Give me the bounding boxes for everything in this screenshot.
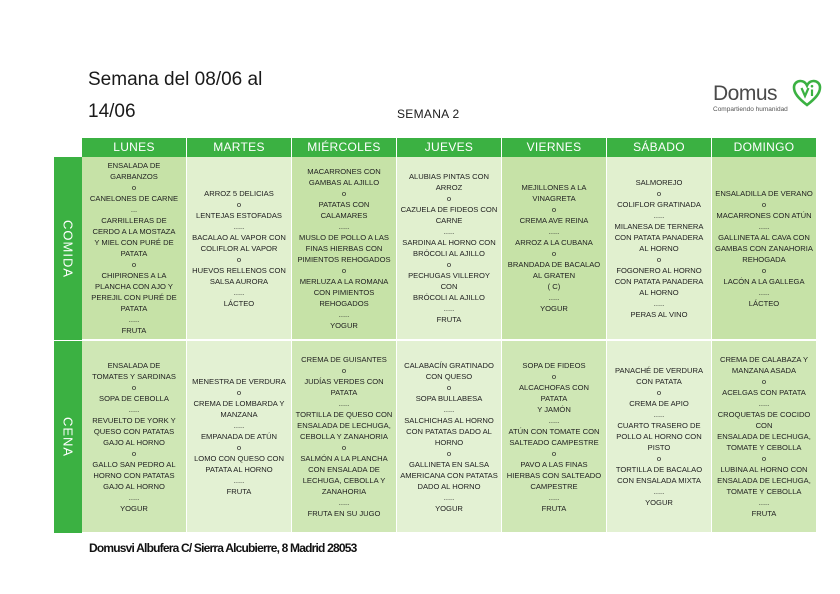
menu-line: FRUTA xyxy=(436,315,462,324)
menu-line: PISTO xyxy=(647,443,671,452)
menu-line: o xyxy=(341,443,347,452)
menu-line: AL GRATEN xyxy=(532,271,576,280)
menu-line: GARBANZOS xyxy=(110,172,158,181)
menu-cell-cena-sabado xyxy=(607,341,712,533)
heart-vi-icon xyxy=(792,78,822,108)
menu-line: o xyxy=(761,265,767,275)
menu-line: CARNE xyxy=(435,216,463,225)
menu-line: ENSALADA DE LECHUGA, xyxy=(717,476,811,485)
menu-line: QUESO CON PATATAS xyxy=(93,426,175,436)
day-header-domingo: DOMINGO xyxy=(712,138,816,157)
menu-line: o xyxy=(236,388,242,397)
menu-line: CREMA DE APIO xyxy=(629,399,689,408)
menu-line: MUSLO DE POLLO A LAS xyxy=(299,232,389,242)
menu-line: ..... xyxy=(653,410,665,419)
menu-line: GAMBAS CON ZANAHORIA xyxy=(715,243,813,253)
menu-line: ..... xyxy=(758,221,770,231)
menu-line: SALMOREJO xyxy=(635,177,683,187)
menu-line: MILANESA DE TERNERA xyxy=(614,221,704,231)
menu-line: YOGUR xyxy=(645,498,673,507)
menu-line: AL HORNO xyxy=(639,243,679,253)
menu-line: o xyxy=(446,382,452,392)
menu-line: JUDÍAS VERDES CON PATATA xyxy=(304,377,384,397)
menu-cell-comida-viernes xyxy=(502,157,607,340)
menu-line: o xyxy=(131,448,137,458)
menu-line: ..... xyxy=(548,293,560,302)
menu-cell-cena-miercoles xyxy=(292,341,397,533)
menu-cell-comida-miercoles xyxy=(292,157,397,340)
menu-line: LENTEJAS ESTOFADAS xyxy=(196,210,282,220)
menu-line: PIMIENTOS REHOGADOS xyxy=(297,254,391,264)
menu-line: o xyxy=(236,199,242,209)
menu-line: ..... xyxy=(443,304,455,313)
menu-line: TOMATE Y CEBOLLA xyxy=(726,487,802,496)
menu-line: ARROZ xyxy=(435,183,463,192)
menu-line: HUEVOS RELLENOS CON xyxy=(192,265,286,275)
week-label: SEMANA 2 xyxy=(397,107,460,121)
menu-line: PATATAS CON CALAMARES xyxy=(318,199,370,220)
menu-line: FINAS HIERBAS CON xyxy=(305,243,383,253)
menu-line: ENSALADA DE LECHUGA, xyxy=(297,421,391,430)
menu-line: o xyxy=(446,194,452,203)
menu-line: Y JAMÓN xyxy=(537,404,571,414)
menu-line: CREMA AVE REINA xyxy=(519,216,589,225)
menu-line: FRUTA xyxy=(121,326,147,335)
menu-line: ..... xyxy=(653,487,665,496)
meal-label-comida-text: COMIDA xyxy=(60,219,76,278)
menu-line: TORTILLA DE QUESO CON xyxy=(295,410,393,419)
menu-line: CERDO A LA MOSTAZA xyxy=(92,227,176,236)
menu-line: o xyxy=(656,188,662,198)
menu-line: FOGONERO AL HORNO xyxy=(616,265,702,275)
menu-line: MERLUZA A LA ROMANA xyxy=(299,276,389,286)
menu-line: EMPANADA DE ATÚN xyxy=(200,432,278,441)
menu-line: o xyxy=(656,388,662,397)
menu-line: AMERICANA CON PATATAS xyxy=(400,470,498,480)
menu-line: TORTILLA DE BACALAO xyxy=(615,465,703,474)
menu-line: CHIPIRONES A LA xyxy=(101,271,167,280)
menu-line: Y MIEL CON PURÉ DE xyxy=(94,238,174,247)
menu-line: ..... xyxy=(548,227,560,236)
menu-line: ARROZ 5 DELICIAS xyxy=(204,188,274,198)
menu-cell-cena-jueves xyxy=(397,341,502,533)
menu-line: FRUTA EN SU JUGO xyxy=(307,509,381,518)
menu-line: o xyxy=(656,454,662,463)
menu-line: CROQUETAS DE COCIDO CON xyxy=(717,410,811,430)
menu-line: CON PATATA PANADERA xyxy=(614,232,704,242)
menu-line: CON PIMIENTOS xyxy=(313,287,375,297)
menu-line: YOGUR xyxy=(330,320,358,330)
menu-line: LÁCTEO xyxy=(748,298,780,308)
menu-line: ..... xyxy=(443,227,455,236)
menu-line: ENSALADA DE LECHUGA, xyxy=(717,432,811,441)
address-footer: Domusvi Albufera C/ Sierra Alcubierre, 8 Madrid 28053 xyxy=(89,541,357,555)
menu-cell-cena-domingo xyxy=(712,341,816,533)
menu-line: ..... xyxy=(338,399,350,408)
menu-line: BACALAO AL VAPOR CON xyxy=(192,232,286,242)
menu-line: SARDINA AL HORNO CON xyxy=(402,238,496,247)
menu-cell-comida-martes xyxy=(187,157,292,340)
comida-row xyxy=(82,157,816,340)
menu-line: o xyxy=(761,199,767,209)
menu-line: ..... xyxy=(338,221,350,231)
menu-line: LUBINA AL HORNO CON xyxy=(720,465,808,474)
menu-line: DADO AL HORNO xyxy=(417,481,481,491)
cena-row xyxy=(82,341,816,533)
menu-line: ..... xyxy=(233,287,245,297)
menu-line: MACARRONES CON xyxy=(307,166,381,176)
menu-line: ..... xyxy=(233,421,245,430)
menu-line: o xyxy=(551,448,557,458)
menu-line: PATATA xyxy=(120,304,148,313)
menu-line: CREMA DE LOMBARDA Y xyxy=(193,399,285,408)
menu-line: o xyxy=(551,205,557,214)
menu-line: ..... xyxy=(758,287,770,297)
menu-line: SALCHICHAS AL HORNO xyxy=(404,415,494,425)
menu-line: ..... xyxy=(653,298,665,308)
menu-line: o xyxy=(551,371,557,381)
logo-tagline: Compartiendo humanidad xyxy=(713,106,788,113)
menu-line: CON QUESO xyxy=(425,371,473,381)
menu-line: ..... xyxy=(653,210,665,220)
menu-line: o xyxy=(761,377,767,386)
menu-line: o xyxy=(341,366,347,375)
menu-line: TOMATES Y SARDINAS xyxy=(92,371,176,381)
menu-line: HIERBAS CON SALTEADO xyxy=(506,470,602,480)
menu-line: ZANAHORIA xyxy=(321,487,367,496)
menu-line: SOPA DE CEBOLLA xyxy=(99,393,169,403)
menu-line: o xyxy=(131,260,137,269)
menu-line: MEJILLONES A LA xyxy=(521,183,587,192)
menu-line: ALUBIAS PINTAS CON xyxy=(408,172,490,181)
menu-cell-comida-sabado xyxy=(607,157,712,340)
menu-line: ENSALADA DE xyxy=(107,360,161,370)
menu-line: CUARTO TRASERO DE xyxy=(617,421,701,430)
menu-line: ( C) xyxy=(547,282,561,291)
menu-table xyxy=(54,138,816,533)
menu-line: VINAGRETA xyxy=(532,194,576,203)
menu-line: SALTEADO CAMPESTRE xyxy=(509,437,599,447)
menu-line: CAMPESTRE xyxy=(530,481,578,491)
menu-line: CALABACÍN GRATINADO xyxy=(404,360,494,370)
menu-line: PERAS AL VINO xyxy=(630,309,688,319)
menu-line: ALCACHOFAS CON PATATA xyxy=(518,382,590,403)
menu-line: ACELGAS CON PATATA xyxy=(722,388,806,397)
menu-line: CAZUELA DE FIDEOS CON xyxy=(400,205,498,214)
menu-line: ..... xyxy=(443,492,455,502)
menu-line: ..... xyxy=(758,498,770,507)
menu-cell-cena-lunes xyxy=(82,341,187,533)
meal-label-cena-text: CENA xyxy=(60,416,76,458)
day-header-martes: MARTES xyxy=(187,138,292,157)
menu-line: BRÓCOLI AL AJILLO xyxy=(413,293,485,302)
menu-line: o xyxy=(131,183,137,192)
menu-line: SALSA AURORA xyxy=(209,276,269,286)
menu-line: ..... xyxy=(548,415,560,425)
logo-word: Domus xyxy=(713,82,778,105)
menu-line: o xyxy=(131,382,137,392)
menu-line: o xyxy=(341,188,347,198)
menu-line: ATÚN CON TOMATE CON xyxy=(508,426,600,436)
menu-cell-comida-lunes xyxy=(82,157,187,340)
menu-line: GAJO AL HORNO xyxy=(103,437,165,447)
menu-line: ..... xyxy=(233,476,245,485)
menu-line: REHOGADA xyxy=(742,254,786,264)
menu-line: REVUELTO DE YORK Y xyxy=(92,415,176,425)
menu-line: ..... xyxy=(758,399,770,408)
menu-cell-cena-viernes xyxy=(502,341,607,533)
menu-line: o xyxy=(551,249,557,258)
menu-line: CON ENSALADA MIXTA xyxy=(617,476,701,485)
menu-line: ..... xyxy=(128,404,140,414)
menu-line: o xyxy=(656,254,662,264)
menu-line: o xyxy=(446,448,452,458)
menu-line: CANELONES DE CARNE xyxy=(89,194,179,203)
menu-line: MANZANA xyxy=(220,410,258,419)
menu-cell-comida-domingo xyxy=(712,157,816,340)
menu-line: ..... xyxy=(338,498,350,507)
menu-line: REHOGADOS xyxy=(319,298,369,308)
menu-line: LOMO CON QUESO CON xyxy=(194,454,284,463)
menu-line: LECHUGA, CEBOLLA Y xyxy=(302,476,386,485)
menu-line: ..... xyxy=(233,221,245,231)
menu-line: PECHUGAS VILLEROY CON xyxy=(408,271,490,291)
menu-line: ..... xyxy=(338,309,350,319)
menu-line: POLLO AL HORNO CON xyxy=(616,432,702,441)
menu-line: MACARRONES CON ATÚN xyxy=(716,210,812,220)
menu-line: o xyxy=(236,254,242,264)
menu-line: o xyxy=(236,443,242,452)
menu-line: BRANDADA DE BACALAO xyxy=(507,260,601,269)
menu-line: GALLO SAN PEDRO AL xyxy=(92,459,176,469)
menu-line: PEREJIL CON PURÉ DE xyxy=(91,293,177,302)
menu-line: ARROZ A LA CUBANA xyxy=(515,238,593,247)
menu-line: FRUTA xyxy=(226,487,252,496)
menu-line: SALMÓN A LA PLANCHA xyxy=(300,454,388,463)
domusvi-logo xyxy=(710,78,830,118)
menu-line: GAJO AL HORNO xyxy=(103,481,165,491)
menu-line: CON ENSALADA DE xyxy=(308,465,380,474)
menu-line: ..... xyxy=(443,404,455,414)
day-header-sabado: SÁBADO xyxy=(607,138,712,157)
menu-line: ..... xyxy=(128,492,140,502)
menu-line: YOGUR xyxy=(120,503,148,513)
day-header-lunes: LUNES xyxy=(82,138,187,157)
menu-line: PLANCHA CON AJO Y xyxy=(95,282,173,291)
menu-line: FRUTA xyxy=(541,503,567,513)
menu-line: o xyxy=(446,260,452,269)
menu-line: MENESTRA DE VERDURA xyxy=(192,377,286,386)
menu-line: PATATA AL HORNO xyxy=(205,465,273,474)
menu-line: CEBOLLA Y ZANAHORIA xyxy=(300,432,388,441)
menu-line: CREMA DE GUISANTES xyxy=(301,355,387,364)
menu-line: SOPA BULLABESA xyxy=(415,393,483,403)
menu-line: GALLINETA EN SALSA xyxy=(408,459,490,469)
menu-line: ENSALADA DE xyxy=(107,161,161,170)
menu-line: CON PATATA xyxy=(636,377,682,386)
meal-label-comida xyxy=(54,157,82,340)
menu-line: SOPA DE FIDEOS xyxy=(522,360,586,370)
menu-line: CARRILLERAS DE xyxy=(101,216,167,225)
menu-line: YOGUR xyxy=(435,503,463,513)
menu-line: MANZANA ASADA xyxy=(731,366,797,375)
menu-line: FRUTA xyxy=(751,509,777,518)
menu-line: GAMBAS AL AJILLO xyxy=(308,177,380,187)
page-title: Semana del 08/06 al 14/06 xyxy=(88,69,263,122)
menu-line: ..... xyxy=(548,492,560,502)
meal-label-cena xyxy=(54,341,82,533)
day-header-row xyxy=(82,138,816,157)
menu-line: GALLINETA AL CAVA CON xyxy=(718,232,810,242)
day-header-jueves: JUEVES xyxy=(397,138,502,157)
menu-line: PANACHÉ DE VERDURA xyxy=(614,366,704,375)
menu-line: LACÓN A LA GALLEGA xyxy=(723,276,805,286)
menu-line: CON PATATA PANADERA xyxy=(614,276,704,286)
day-header-miercoles: MIÉRCOLES xyxy=(292,138,397,157)
menu-line: HORNO xyxy=(434,437,464,447)
menu-line: HORNO CON PATATAS xyxy=(93,470,175,480)
menu-line: ENSALADILLA DE VERANO xyxy=(715,188,813,198)
menu-line: PATATA xyxy=(120,249,148,258)
menu-line: CREMA DE CALABAZA Y xyxy=(719,355,809,364)
menu-cell-cena-martes xyxy=(187,341,292,533)
menu-line: COLIFLOR AL VAPOR xyxy=(200,243,278,253)
day-header-viernes: VIERNES xyxy=(502,138,607,157)
menu-line: BRÓCOLI AL AJILLO xyxy=(413,249,485,258)
menu-line: o xyxy=(761,454,767,463)
menu-line: LÁCTEO xyxy=(223,298,255,308)
menu-line: YOGUR xyxy=(540,304,568,313)
menu-line: CON PATATAS DADO AL xyxy=(406,426,492,436)
menu-line: o xyxy=(341,265,347,275)
menu-line: ... xyxy=(130,205,138,214)
menu-line: PAVO A LAS FINAS xyxy=(520,459,588,469)
menu-cell-comida-jueves xyxy=(397,157,502,340)
menu-line: AL HORNO xyxy=(639,287,679,297)
menu-line: ..... xyxy=(128,315,140,324)
menu-line: TOMATE Y CEBOLLA xyxy=(726,443,802,452)
menu-line: COLIFLOR GRATINADA xyxy=(617,199,701,209)
